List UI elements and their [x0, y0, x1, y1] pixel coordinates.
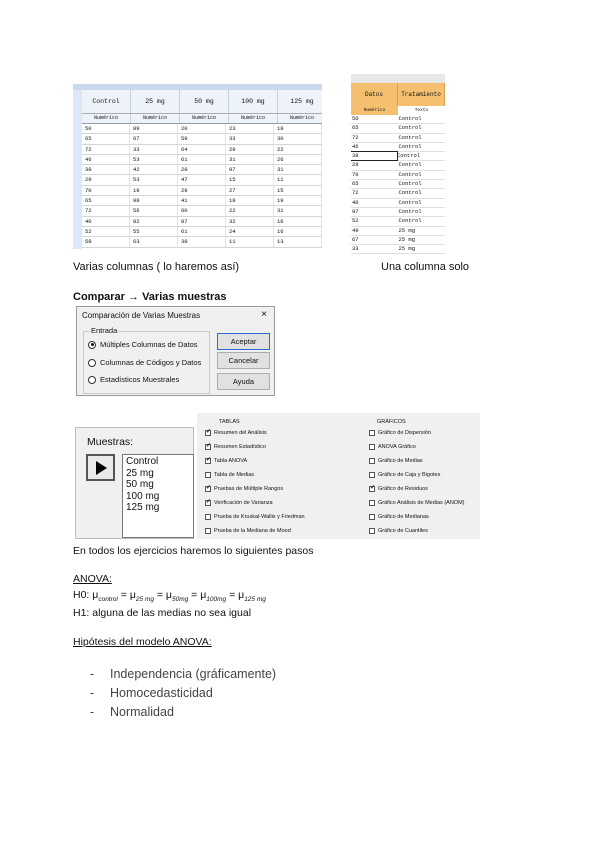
column-header[interactable]: 25 mg — [131, 90, 180, 113]
h0-equation — [73, 589, 266, 603]
option-label: Prueba de Kruskal-Wallis y Friedman — [214, 514, 305, 520]
column-type: Numérico — [82, 114, 131, 123]
table-cell[interactable]: 53 — [130, 175, 178, 184]
table-cell[interactable]: 47 — [178, 175, 226, 184]
column-header[interactable]: Control — [82, 90, 131, 113]
table-row — [351, 152, 445, 161]
hypothesis-item-text: Normalidad — [110, 705, 174, 719]
checkbox-icon[interactable] — [205, 472, 211, 478]
table-cell[interactable]: 16 — [274, 227, 322, 236]
option-checkbox[interactable] — [205, 485, 283, 493]
mu-symbol: μ — [200, 589, 207, 601]
column-header[interactable]: Datos — [351, 83, 398, 106]
table-cell[interactable]: 72 — [82, 206, 130, 215]
table-cell[interactable]: 40 — [82, 217, 130, 226]
column-type-row — [351, 106, 445, 115]
table-cell[interactable]: 11 — [226, 237, 274, 246]
table-cell[interactable]: 58 — [82, 237, 130, 246]
table-row — [351, 199, 445, 208]
sheet-rows — [351, 115, 445, 254]
accept-button[interactable]: Aceptar — [217, 333, 270, 350]
radio-label: Columnas de Códigos y Datos — [100, 358, 202, 367]
table-row — [82, 227, 322, 237]
option-checkbox[interactable] — [369, 457, 423, 465]
table-cell[interactable]: 72 — [82, 145, 130, 154]
dialog-title: Comparación de Varias Muestras — [82, 311, 201, 320]
option-checkbox[interactable] — [369, 471, 440, 479]
hypothesis-item — [90, 705, 174, 719]
table-row — [351, 134, 445, 143]
table-cell[interactable]: 30 — [274, 134, 322, 143]
samples-list[interactable] — [122, 454, 194, 538]
radio-codes-and-data[interactable] — [88, 358, 201, 367]
table-row — [82, 175, 322, 185]
bullet-dash: - — [90, 686, 95, 700]
subscript-control: control — [98, 596, 118, 604]
h1-text: H1: alguna de las medias no sea igual — [73, 607, 252, 619]
column-type: Numérico — [351, 106, 398, 115]
option-label: Resumen del Análisis — [214, 430, 267, 436]
compare-samples-dialog — [76, 306, 275, 396]
input-group — [83, 326, 210, 394]
table-cell[interactable]: Control — [398, 170, 422, 178]
bullet-dash: - — [90, 667, 95, 681]
table-cell[interactable]: 18 — [226, 196, 274, 205]
option-checkbox[interactable] — [205, 527, 291, 535]
table-row — [82, 237, 322, 247]
equals-sign: = — [153, 589, 166, 601]
table-cell[interactable]: 38 — [351, 152, 397, 160]
mu-symbol: μ — [129, 589, 136, 601]
steps-text: En todos los ejercicios haremos lo siguientes pasos — [73, 545, 314, 557]
column-header[interactable]: 100 mg — [229, 90, 278, 113]
input-group-label: Entrada — [91, 326, 118, 335]
table-cell[interactable]: 65 — [352, 180, 359, 188]
table-cell[interactable]: 97 — [226, 165, 274, 174]
checkbox-icon[interactable] — [369, 458, 375, 464]
anova-title: ANOVA: — [73, 573, 112, 585]
mu-symbol: μ — [92, 589, 99, 601]
column-header[interactable]: 125 mg — [278, 90, 322, 113]
table-cell[interactable]: 61 — [178, 227, 226, 236]
sample-item[interactable]: 50 mg — [126, 479, 154, 490]
table-cell[interactable]: 82 — [130, 217, 178, 226]
column-header[interactable]: 50 mg — [180, 90, 229, 113]
option-checkbox[interactable] — [205, 429, 267, 437]
samples-panel — [75, 427, 194, 539]
table-cell[interactable]: 59 — [178, 134, 226, 143]
table-cell[interactable]: 33 — [352, 245, 359, 253]
column-header-row — [82, 90, 322, 114]
radio-icon[interactable] — [88, 359, 96, 367]
table-cell[interactable]: Control — [398, 217, 422, 225]
option-label: Gráfico Análisis de Medias (ANOM) — [378, 500, 465, 506]
table-cell[interactable]: 50 — [82, 124, 130, 133]
table-row — [82, 124, 322, 134]
table-row — [82, 206, 322, 216]
caption-multi: Varias columnas ( lo haremos así) — [73, 261, 240, 273]
table-row — [351, 217, 445, 226]
column-type: Numérico — [229, 114, 278, 123]
option-label: Tabla ANOVA — [214, 458, 248, 464]
table-cell[interactable]: 31 — [274, 206, 322, 215]
samples-label: Muestras: — [87, 436, 134, 448]
option-label: Prueba de la Mediana de Mood — [214, 528, 291, 534]
table-cell[interactable]: 18 — [274, 124, 322, 133]
table-cell[interactable]: 33 — [130, 145, 178, 154]
option-label: Gráfico de Cuantiles — [378, 528, 428, 534]
caption-single: Una columna solo — [381, 261, 470, 273]
column-type: Texto — [414, 108, 429, 113]
table-cell[interactable]: 65 — [352, 124, 359, 132]
subscript-125mg: 125 mg — [244, 596, 266, 604]
column-type-row — [82, 114, 322, 124]
equals-sign: = — [117, 589, 130, 601]
table-cell[interactable]: 70 — [82, 186, 130, 195]
table-cell[interactable]: Control — [398, 198, 422, 206]
table-cell[interactable]: 52 — [352, 217, 359, 225]
checkbox-checked-icon[interactable] — [205, 430, 211, 436]
table-cell[interactable]: 55 — [130, 227, 178, 236]
table-row — [82, 155, 322, 165]
equals-sign: = — [188, 589, 201, 601]
option-label: ANOVA Gráfico — [378, 444, 416, 450]
table-cell[interactable]: Control — [398, 115, 422, 122]
option-checkbox[interactable] — [369, 443, 416, 451]
table-cell[interactable]: 98 — [130, 196, 178, 205]
close-icon[interactable]: × — [261, 309, 267, 320]
equals-sign: = — [226, 589, 239, 601]
option-checkbox[interactable] — [205, 443, 266, 451]
table-cell[interactable]: 26 — [274, 155, 322, 164]
table-row — [351, 208, 445, 217]
option-label: Gráfico de Caja y Bigotes — [378, 472, 441, 478]
table-cell[interactable]: 61 — [178, 155, 226, 164]
table-row — [351, 180, 445, 189]
table-cell[interactable]: 25 mg — [398, 226, 416, 234]
table-row — [82, 217, 322, 227]
radio-label: Múltiples Columnas de Datos — [100, 340, 198, 349]
hypothesis-title: Hipótesis del modelo ANOVA: — [73, 636, 212, 648]
h0-label: H0: — [73, 589, 93, 601]
table-cell[interactable]: 56 — [130, 206, 178, 215]
graphs-title: GRÁFICOS — [377, 419, 406, 425]
sheet-grid — [82, 90, 322, 248]
table-row — [351, 143, 445, 152]
help-button[interactable]: Ayuda — [217, 373, 270, 390]
option-checkbox[interactable] — [205, 457, 247, 465]
tables-graphs-options-panel — [197, 413, 480, 539]
checkbox-icon[interactable] — [205, 514, 211, 520]
table-cell[interactable]: 31 — [274, 165, 322, 174]
table-cell[interactable]: 11 — [274, 175, 322, 184]
table-cell[interactable]: 23 — [226, 124, 274, 133]
subscript-100mg: 100mg — [206, 596, 227, 604]
table-cell[interactable]: 19 — [130, 186, 178, 195]
checkbox-checked-icon[interactable] — [205, 486, 211, 492]
cancel-button[interactable]: Cancelar — [217, 352, 270, 369]
radio-label: Estadísticos Muestrales — [100, 375, 180, 384]
sample-item[interactable]: 100 mg — [126, 490, 160, 502]
table-row — [82, 145, 322, 155]
table-cell[interactable]: 22 — [226, 206, 274, 215]
subscript-25mg: 25 mg — [135, 596, 154, 604]
checkbox-checked-icon[interactable] — [205, 458, 211, 464]
table-cell[interactable]: 65 — [82, 134, 130, 143]
hypothesis-item-text: Independencia (gráficamente) — [110, 667, 277, 681]
option-checkbox[interactable] — [205, 471, 254, 479]
table-cell[interactable]: 29 — [82, 175, 130, 184]
table-cell[interactable]: 19 — [274, 196, 322, 205]
option-label: Verificación de Varianza — [214, 500, 273, 506]
table-cell[interactable]: 42 — [130, 165, 178, 174]
option-checkbox[interactable] — [369, 513, 429, 521]
table-cell[interactable]: 15 — [274, 186, 322, 195]
column-type: Numérico — [278, 114, 322, 123]
table-cell[interactable]: 32 — [226, 217, 274, 226]
table-cell[interactable]: 27 — [226, 186, 274, 195]
table-row — [82, 186, 322, 196]
single-column-sheet — [351, 74, 445, 254]
checkbox-icon[interactable] — [369, 528, 375, 534]
menu-path-heading: Comparar → Varias muestras — [73, 291, 227, 303]
hypothesis-item — [90, 667, 276, 681]
sample-item[interactable]: Control — [126, 456, 159, 467]
column-type: Numérico — [131, 114, 180, 123]
table-row — [82, 165, 322, 175]
checkbox-icon[interactable] — [369, 430, 375, 436]
option-checkbox[interactable] — [369, 485, 428, 493]
table-cell[interactable]: Control — [398, 124, 422, 132]
table-cell[interactable]: 20 — [178, 124, 226, 133]
table-cell[interactable]: 29 — [226, 145, 274, 154]
table-cell[interactable]: 64 — [178, 145, 226, 154]
bullet-dash: - — [90, 705, 95, 719]
table-cell[interactable]: 70 — [352, 170, 359, 178]
table-cell[interactable]: 29 — [178, 186, 226, 195]
table-cell[interactable]: 29 — [352, 161, 359, 169]
table-cell[interactable]: 67 — [352, 235, 359, 243]
add-sample-arrow-button[interactable] — [86, 454, 115, 481]
checkbox-icon[interactable] — [369, 444, 375, 450]
row-gutter — [73, 90, 82, 249]
multi-column-sheet — [73, 84, 322, 249]
table-cell[interactable]: Control — [398, 189, 422, 197]
column-header[interactable]: Tratamiento — [398, 83, 445, 106]
table-row — [351, 245, 445, 254]
checkbox-icon[interactable] — [369, 500, 375, 506]
table-cell[interactable]: 87 — [178, 217, 226, 226]
table-cell[interactable]: 53 — [130, 155, 178, 164]
checkbox-checked-icon[interactable] — [369, 486, 375, 492]
table-row — [82, 196, 322, 206]
table-cell[interactable]: 25 mg — [398, 245, 416, 253]
table-cell[interactable]: 63 — [130, 237, 178, 246]
radio-icon[interactable] — [88, 376, 96, 384]
option-checkbox[interactable] — [369, 499, 465, 507]
option-checkbox[interactable] — [205, 513, 305, 521]
table-row — [82, 134, 322, 144]
table-row — [351, 171, 445, 180]
table-cell[interactable]: Control — [398, 180, 422, 188]
checkbox-icon[interactable] — [369, 514, 375, 520]
table-cell[interactable]: 41 — [178, 196, 226, 205]
table-cell[interactable]: 38 — [178, 237, 226, 246]
table-cell[interactable]: 33 — [226, 134, 274, 143]
table-cell[interactable]: Control — [398, 142, 422, 150]
option-label: Pruebas de Múltiple Rangos — [214, 486, 284, 492]
table-row — [351, 236, 445, 245]
sample-item[interactable]: 25 mg — [126, 467, 154, 479]
checkbox-icon[interactable] — [205, 528, 211, 534]
table-cell[interactable]: 97 — [352, 207, 359, 215]
table-cell[interactable]: 72 — [352, 189, 359, 197]
option-checkbox[interactable] — [369, 429, 431, 437]
sample-item[interactable]: 125 mg — [126, 502, 160, 513]
hypothesis-item — [90, 686, 213, 700]
table-cell[interactable]: 13 — [274, 237, 322, 246]
table-cell[interactable]: 16 — [274, 217, 322, 226]
table-cell[interactable]: Control — [398, 133, 422, 141]
radio-sample-statistics[interactable] — [88, 375, 179, 384]
table-cell[interactable]: 60 — [178, 206, 226, 215]
radio-multiple-columns[interactable] — [88, 340, 198, 349]
table-cell[interactable]: Control — [398, 207, 422, 215]
table-row — [351, 124, 445, 133]
table-cell[interactable]: 38 — [82, 165, 130, 174]
subscript-50mg: 50mg — [171, 596, 189, 604]
checkbox-icon[interactable] — [369, 472, 375, 478]
table-cell[interactable]: Control — [397, 152, 421, 160]
table-cell[interactable]: 67 — [130, 134, 178, 143]
table-cell[interactable]: 15 — [226, 175, 274, 184]
option-label: Resumen Estadístico — [214, 444, 266, 450]
option-checkbox[interactable] — [205, 499, 273, 507]
hypothesis-item-text: Homocedasticidad — [110, 686, 213, 700]
table-cell[interactable]: 89 — [130, 124, 178, 133]
table-cell[interactable]: 40 — [352, 198, 359, 206]
table-cell[interactable]: 46 — [82, 155, 130, 164]
option-label: Gráfico de Dispersión — [378, 430, 431, 436]
table-cell[interactable]: 65 — [82, 196, 130, 205]
table-cell[interactable]: 22 — [274, 145, 322, 154]
table-cell[interactable]: 49 — [352, 226, 359, 234]
column-header-row — [351, 83, 445, 106]
mu-symbol: μ — [238, 589, 245, 601]
table-row — [351, 227, 445, 236]
radio-selected-icon[interactable] — [88, 341, 96, 349]
mu-symbol: μ — [165, 589, 172, 601]
option-checkbox[interactable] — [369, 527, 428, 535]
table-cell[interactable]: 24 — [226, 227, 274, 236]
checkbox-checked-icon[interactable] — [205, 500, 211, 506]
table-cell[interactable]: 28 — [178, 165, 226, 174]
column-type: Numérico — [180, 114, 229, 123]
table-cell[interactable]: Control — [398, 161, 422, 169]
option-label: Gráfico de Medias — [378, 458, 423, 464]
checkbox-checked-icon[interactable] — [205, 444, 211, 450]
table-cell[interactable]: 25 mg — [398, 235, 416, 243]
table-row — [351, 189, 445, 198]
option-label: Gráfico de Medianas — [378, 514, 429, 520]
tables-title: TABLAS — [219, 419, 240, 425]
table-row — [351, 115, 445, 124]
table-cell[interactable]: 50 — [352, 115, 359, 122]
table-cell[interactable]: 72 — [352, 133, 359, 141]
option-label: Gráfico de Residuos — [378, 486, 428, 492]
option-label: Tabla de Medias — [214, 472, 255, 478]
table-row — [351, 161, 445, 170]
table-cell[interactable]: 31 — [226, 155, 274, 164]
table-cell[interactable]: 52 — [82, 227, 130, 236]
table-cell[interactable]: 46 — [352, 142, 359, 150]
